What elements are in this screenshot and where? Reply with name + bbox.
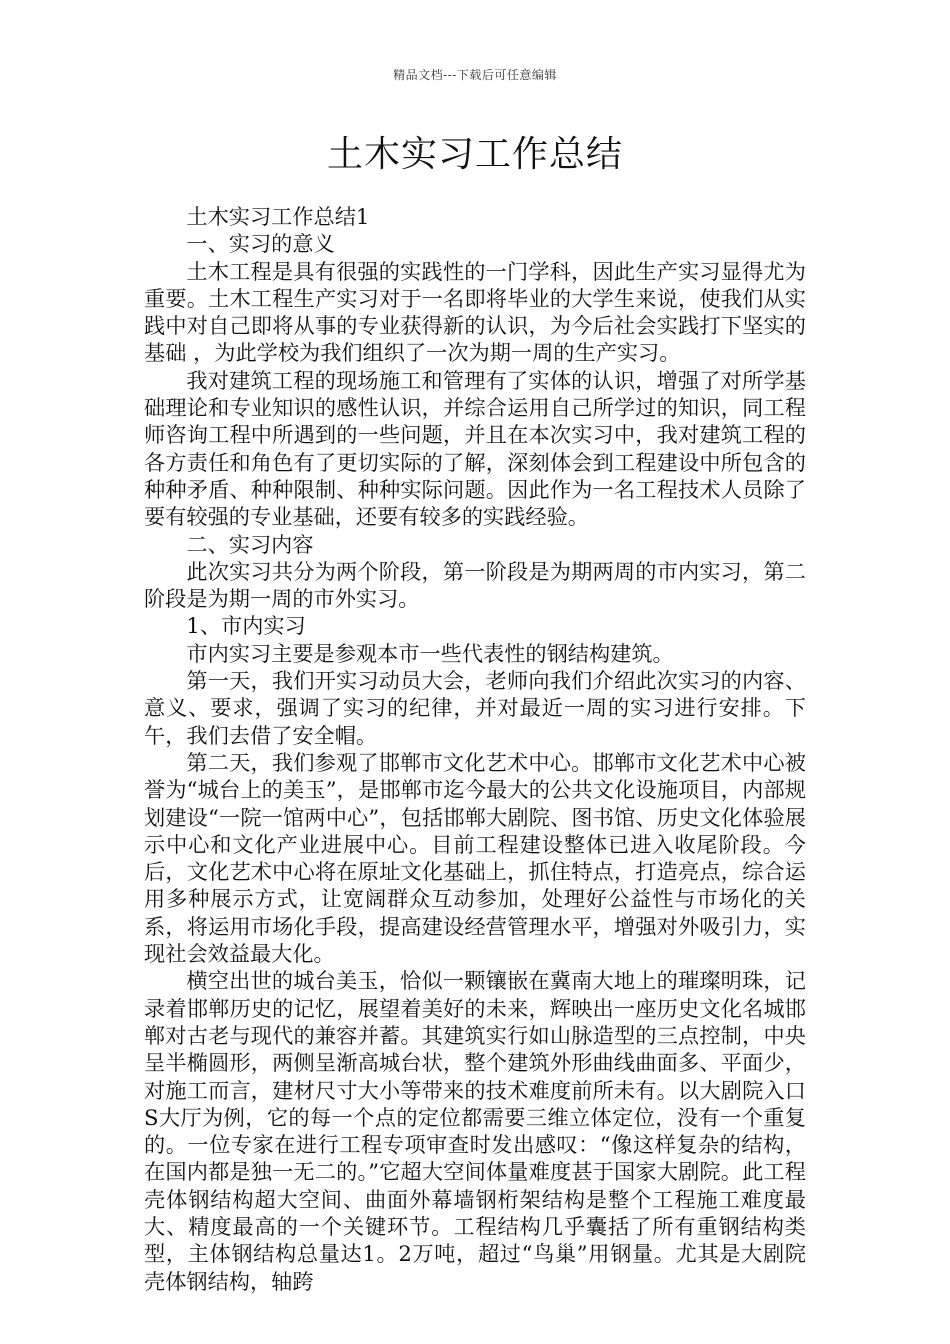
body-paragraph: 第一天，我们开实习动员大会，老师向我们介绍此次实习的内容、意义、要求，强调了实习的纪律，并对最近一周的实习进行安排。下午，我们去借了安全帽。 xyxy=(144,668,806,748)
subsection-heading: 一、实习的意义 xyxy=(186,231,335,257)
subsection-heading: 二、实习内容 xyxy=(186,531,314,557)
body-paragraph: 此次实习共分为两个阶段，第一阶段是为期两周的市内实习，第二阶段是为期一周的市外实习。 xyxy=(144,558,806,612)
body-paragraph: 第二天，我们参观了邯郸市文化艺术中心。邯郸市文化艺术中心被誉为“城台上的美玉”，是邯郸市迄今最大的公共文化设施项目，内部规划建设“一院一馆两中心”，包括邯郸大剧院、图书馆、历史文化体验展示中心和文化产业进展中心。目前工程建设整体已进入收尾阶段。今后，文化艺术中心将在原址文化基础上，抓住特点，打造亮点，综合运用多种展示方式，让宽阔群众互动参加，处理好公益性与市场化的关系，将运用市场化手段，提高建设经营管理水平，增强对外吸引力，实现社会效益最大化。 xyxy=(144,749,806,967)
body-paragraph: 横空出世的城台美玉，恰似一颗镶嵌在冀南大地上的璀璨明珠，记录着邯郸历史的记忆，展望着美好的未来，辉映出一座历史文化名城邯郸对古老与现代的兼容并蓄。其建筑实行如山脉造型的三点控制，中央呈半椭圆形，两侧呈渐高城台状，整个建筑外形曲线曲面多、平面少，对施工而言，建材尺寸大小等带来的技术难度前所未有。以大剧院入口S大厅为例，它的每一个点的定位都需要三维立体定位，没有一个重复的。一位专家在进行工程专项审查时发出感叹：“像这样复杂的结构，在国内都是独一无二的。”它超大空间体量难度甚于国家大剧院。此工程壳体钢结构超大空间、曲面外幕墙钢桁架结构是整个工程施工难度最大、精度最高的一个关键环节。工程结构几乎囊括了所有重钢结构类型，主体钢结构总量达1。2万吨，超过“鸟巢”用钢量。尤其是大剧院壳体钢结构，轴跨 xyxy=(144,968,806,1294)
header-note: 精品文档---下载后可任意编辑 xyxy=(393,68,557,82)
body-paragraph: 我对建筑工程的现场施工和管理有了实体的认识，增强了对所学基础理论和专业知识的感性认识，并综合运用自己所学过的知识，同工程师咨询工程中所遇到的一些问题，并且在本次实习中，我对建筑工程的各方责任和角色有了更切实际的了解，深刻体会到工程建设中所包含的种种矛盾、种种限制、种种实际问题。因此作为一名工程技术人员除了要有较强的专业基础，还要有较多的实践经验。 xyxy=(144,367,806,530)
subsection-heading: 1、市内实习 xyxy=(186,613,306,639)
document-title: 土木实习工作总结 xyxy=(326,134,623,175)
body-paragraph: 土木工程是具有很强的实践性的一门学科，因此生产实习显得尤为重要。土木工程生产实习对于一名即将毕业的大学生来说，使我们从实践中对自己即将从事的专业获得新的认识，为今后社会实践打下坚实的基础 ，为此学校为我们组织了一次为期一周的生产实习。 xyxy=(144,258,806,366)
section-heading: 土木实习工作总结1 xyxy=(186,204,370,229)
body-paragraph: 市内实习主要是参观本市一些代表性的钢结构建筑。 xyxy=(186,640,674,666)
document-body xyxy=(144,203,806,1295)
